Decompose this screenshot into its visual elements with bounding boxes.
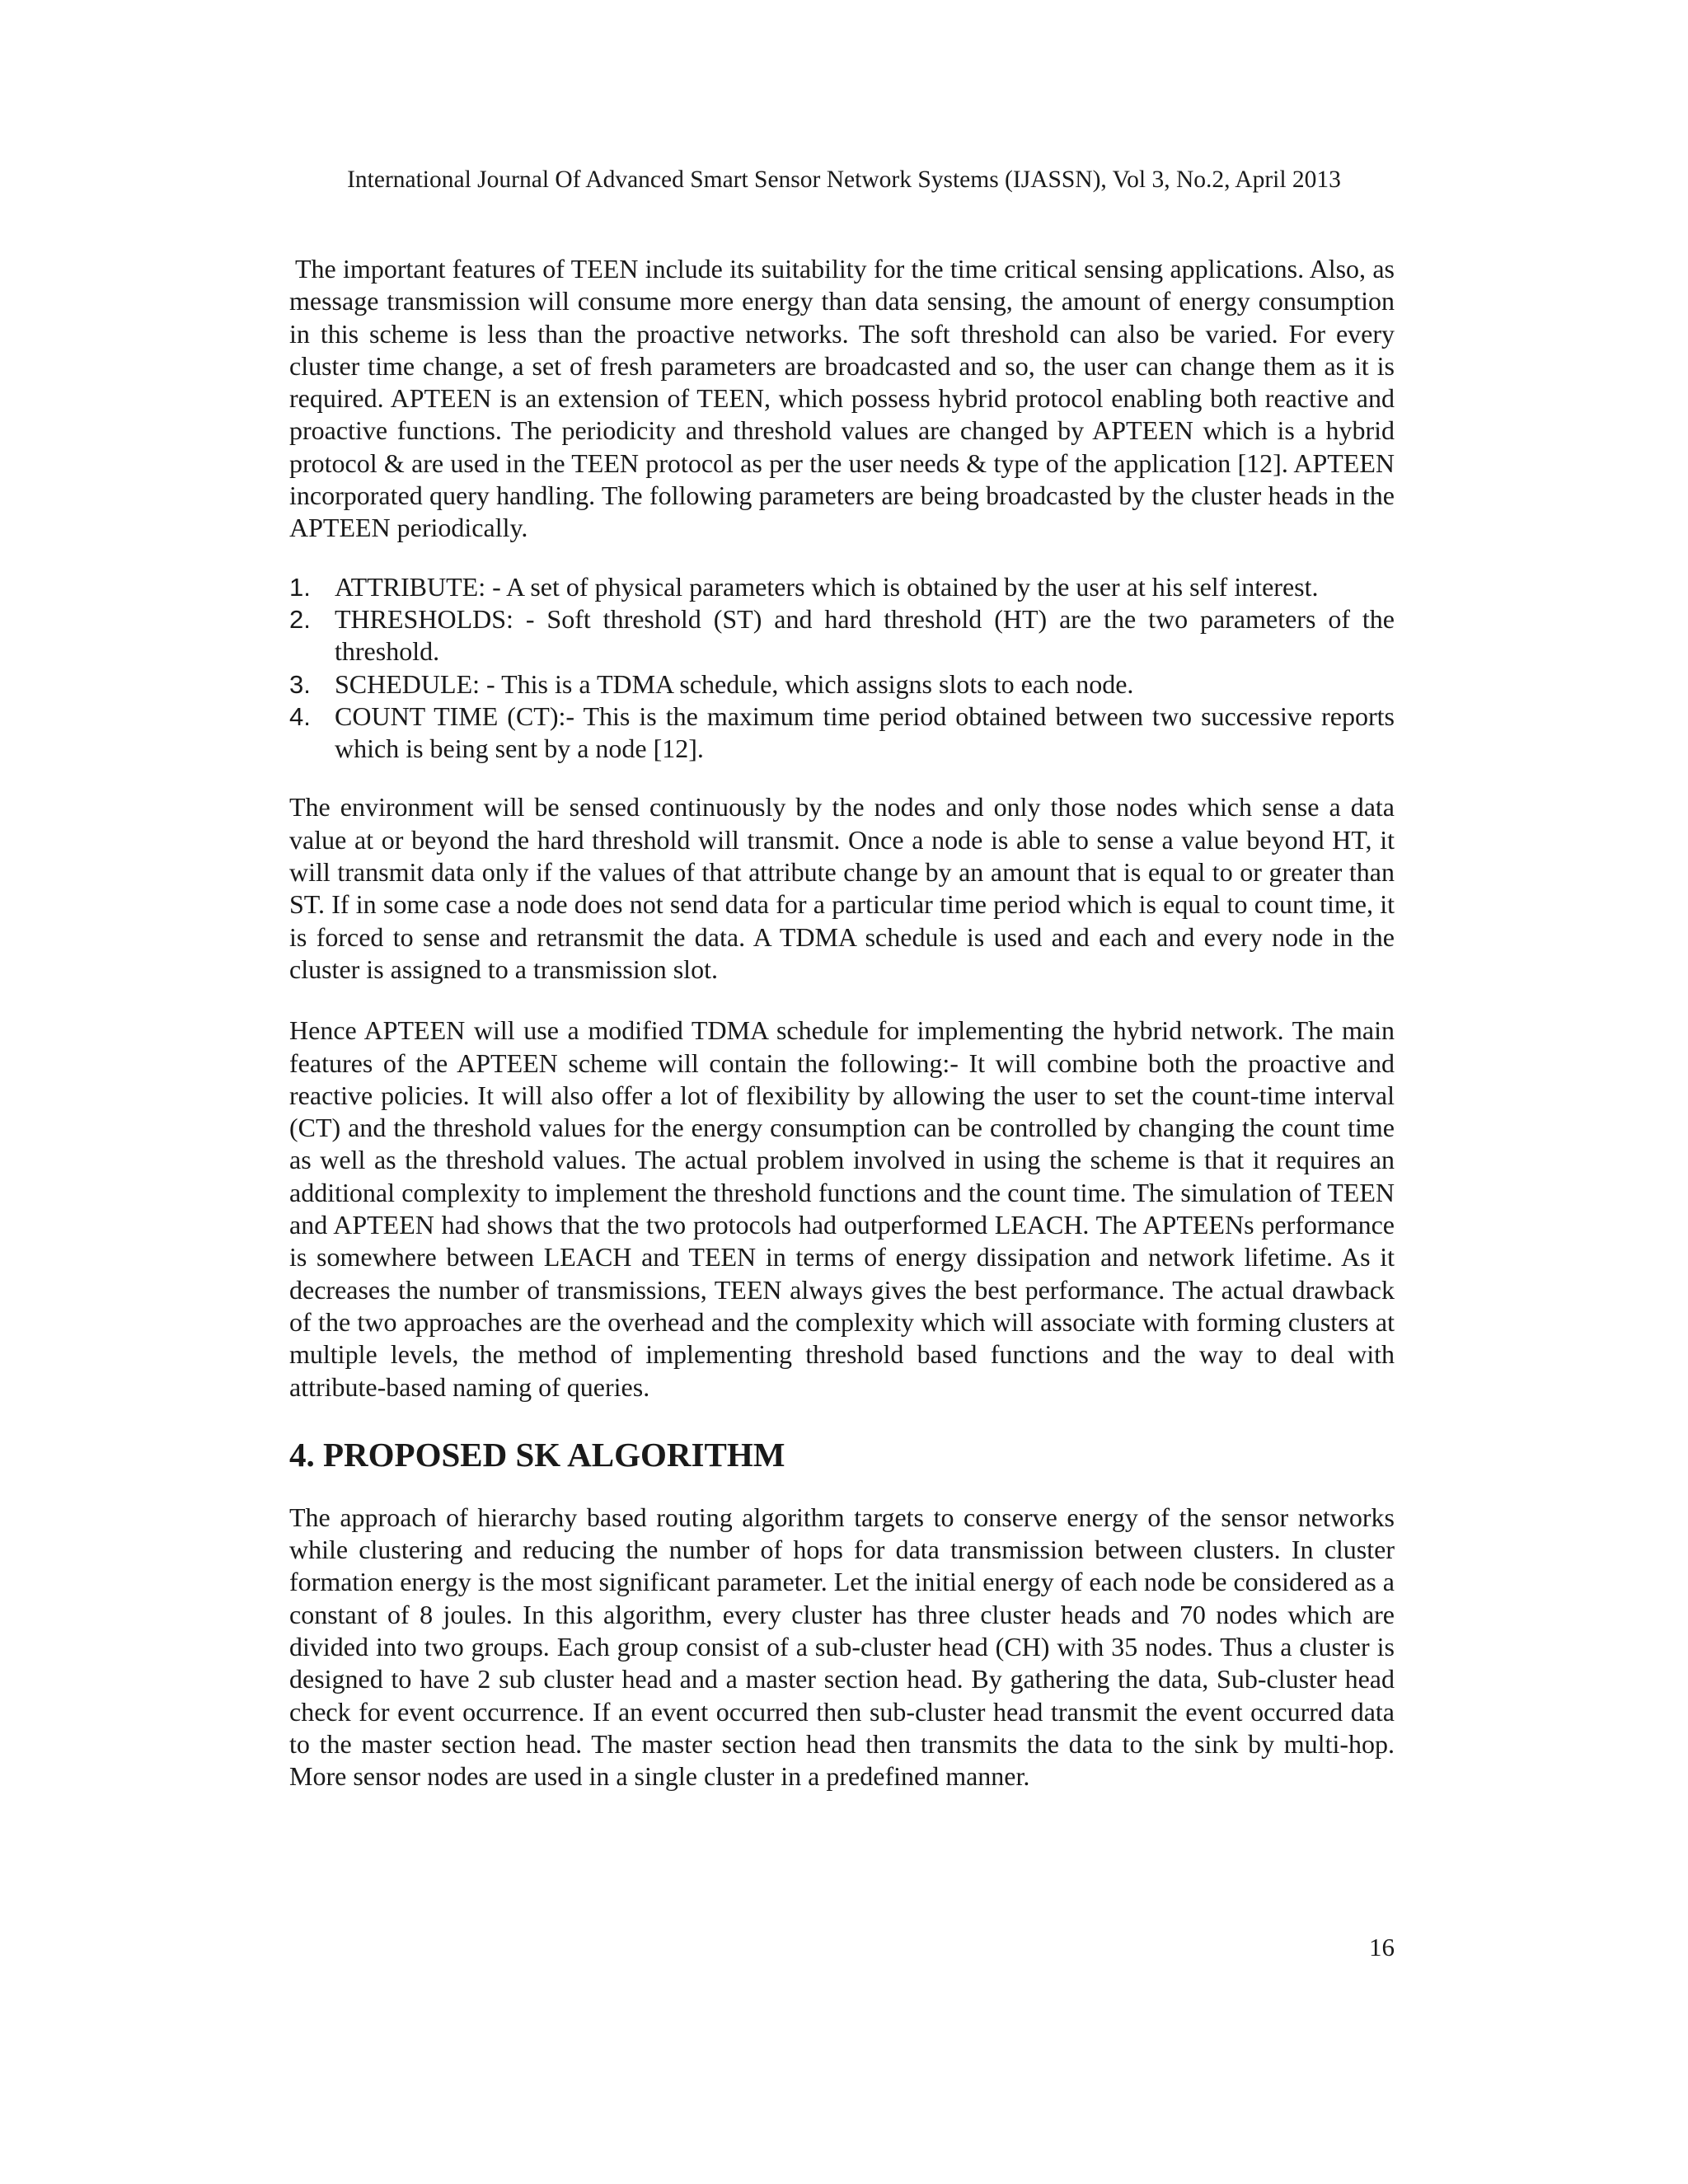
list-item-text: ATTRIBUTE: - A set of physical parameters which is obtained by the user at his self interest. xyxy=(335,571,1319,602)
list-item-number: 3. xyxy=(289,669,311,699)
body-paragraph-teen-features: The important features of TEEN include its suitability for the time critical sensing applications. Also, as message transmission will consume more energy than data sensing, the amount of energy consumption in this scheme is less than the proactive networks. The soft threshold can also be varied. For every cluster time change, a set of fresh parameters are broadcasted and so, the user can change them as it is required. APTEEN is an extension of TEEN, which possess hybrid protocol enabling both reactive and proactive functions. The periodicity and threshold values are changed by APTEEN which is a hybrid protocol & are used in the TEEN protocol as per the user needs & type of the application [12]. APTEEN incorporated query handling. The following parameters are being broadcasted by the cluster heads in the APTEEN periodically. xyxy=(289,254,1395,543)
list-item xyxy=(289,668,1395,701)
list-item xyxy=(289,571,1395,603)
body-paragraph-environment-sensing: The environment will be sensed continuously by the nodes and only those nodes which sense a data value at or beyond the hard threshold will transmit. Once a node is able to sense a value beyond HT, it will transmit data only if the values of that attribute change by an amount that is equal to or greater than ST. If in some case a node does not send data for a particular time period which is equal to count time, it is forced to sense and retransmit the data. A TDMA schedule is used and each and every node in the cluster is assigned to a transmission slot. xyxy=(289,792,1395,984)
list-item-text: COUNT TIME (CT):- This is the maximum time period obtained between two successive reports which is being sent by a node [12]. xyxy=(335,701,1395,764)
list-item xyxy=(289,701,1395,766)
running-header: International Journal Of Advanced Smart Sensor Network Systems (IJASSN), Vol 3, No.2, April 2013 xyxy=(347,166,1341,193)
apteen-parameter-list xyxy=(289,571,1395,766)
list-item-text: THRESHOLDS: - Soft threshold (ST) and hard threshold (HT) are the two parameters of the threshold. xyxy=(335,603,1395,667)
list-item-number: 4. xyxy=(289,701,311,731)
list-item-number: 2. xyxy=(289,604,311,634)
list-item xyxy=(289,603,1395,668)
list-item-text: SCHEDULE: - This is a TDMA schedule, which assigns slots to each node. xyxy=(335,668,1134,699)
section-heading: 4. PROPOSED SK ALGORITHM xyxy=(289,1435,785,1474)
body-paragraph-apteen-tdma: Hence APTEEN will use a modified TDMA schedule for implementing the hybrid network. The main features of the APTEEN scheme will contain the following:- It will combine both the proactive and reactive policies. It will also offer a lot of flexibility by allowing the user to set the count-time interval (CT) and the threshold values for the energy consumption can be controlled by changing the count time as well as the threshold values. The actual problem involved in using the scheme is that it requires an additional complexity to implement the threshold functions and the count time. The simulation of TEEN and APTEEN had shows that the two protocols had outperformed LEACH. The APTEENs performance is somewhere between LEACH and TEEN in terms of energy dissipation and network lifetime. As it decreases the number of transmissions, TEEN always gives the best performance. The actual drawback of the two approaches are the overhead and the complexity which will associate with forming clusters at multiple levels, the method of implementing threshold based functions and the way to deal with attribute-based naming of queries. xyxy=(289,1015,1395,1402)
page-number: 16 xyxy=(1369,1933,1395,1961)
page-content xyxy=(289,253,1395,1793)
body-paragraph-sk-algorithm: The approach of hierarchy based routing algorithm targets to conserve energy of the sensor networks while clustering and reducing the number of hops for data transmission between clusters. In cluster formation energy is the most significant parameter. Let the initial energy of each node be considered as a constant of 8 joules. In this algorithm, every cluster has three cluster heads and 70 nodes which are divided into two groups. Each group consist of a sub-cluster head (CH) with 35 nodes. Thus a cluster is designed to have 2 sub cluster head and a master section head. By gathering the data, Sub-cluster head check for event occurrence. If an event occurred then sub-cluster head transmit the event occurred data to the master section head. The master section head then transmits the data to the sink by multi-hop. More sensor nodes are used in a single cluster in a predefined manner. xyxy=(289,1502,1395,1792)
list-item-number: 1. xyxy=(289,572,311,602)
